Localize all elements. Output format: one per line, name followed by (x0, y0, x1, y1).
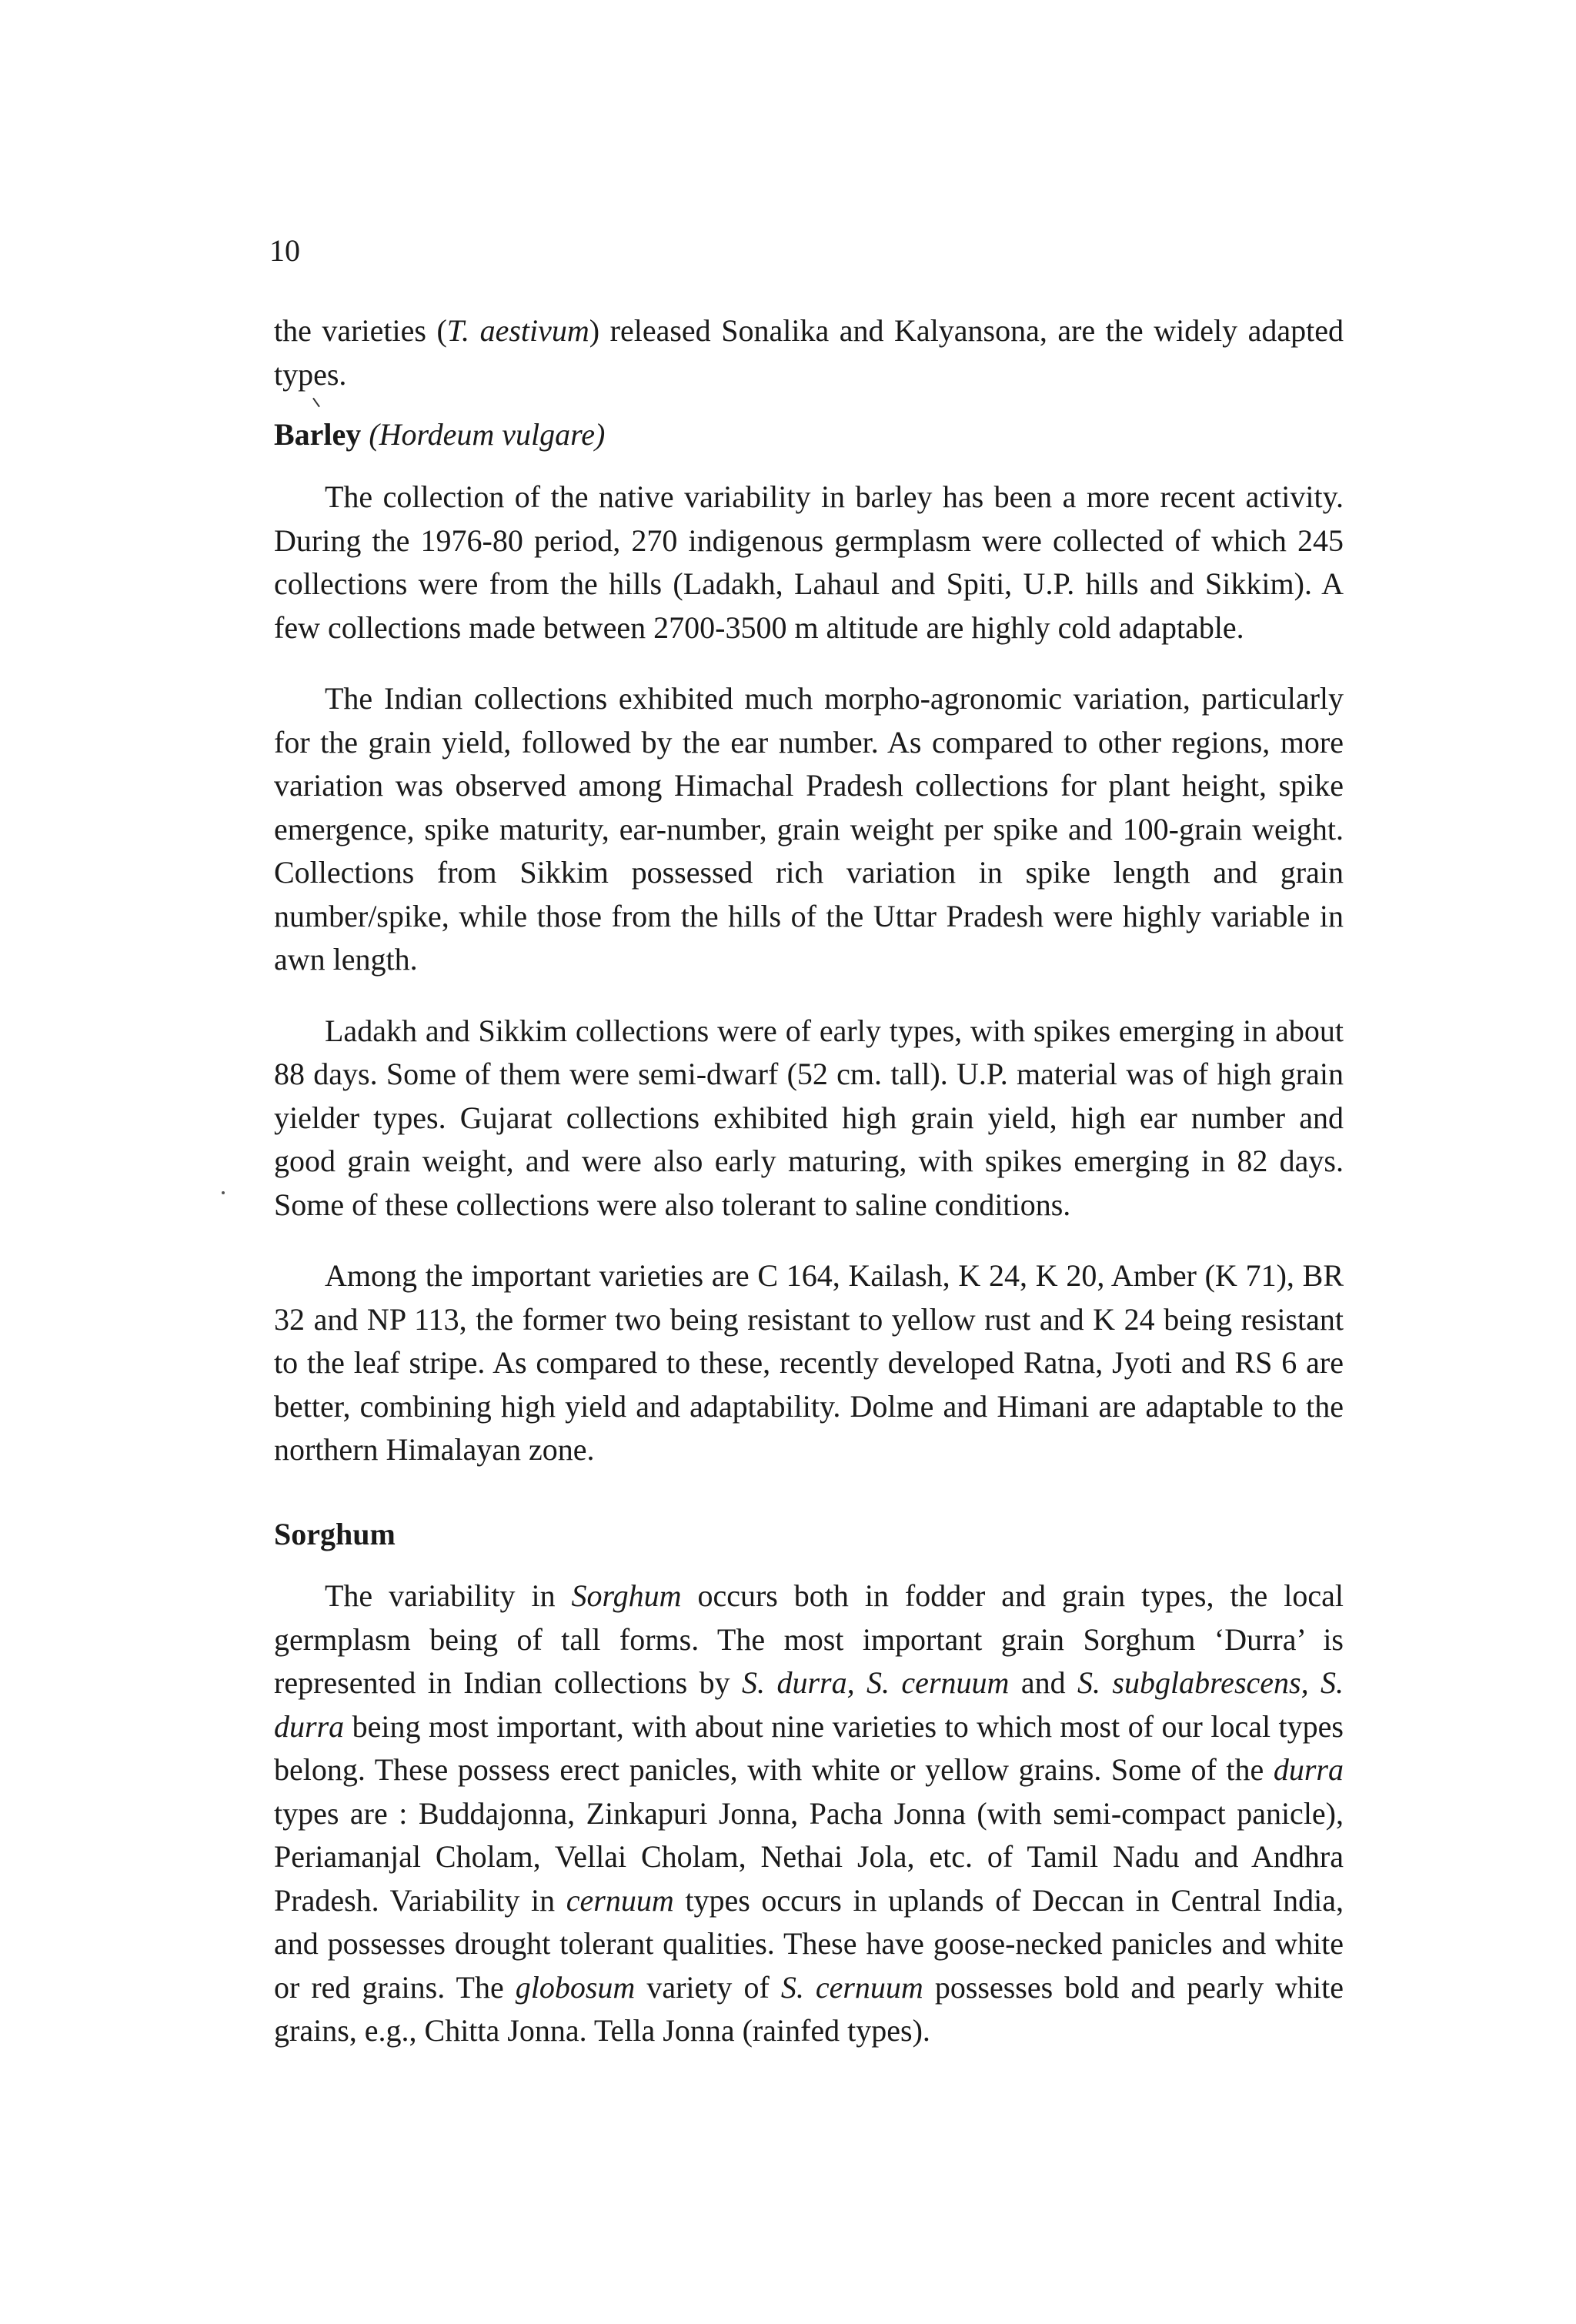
stray-mark (312, 398, 320, 408)
barley-paragraph-3: Ladakh and Sikkim collections were of early types, with spikes emerging in about 88 days. Some of them were semi-dwarf (52 cm. tall). U.P. material was of high grain yielder types. Gujarat collections exhibited high grain yield, high ear number and good grain weight, and were also early maturing, with spikes emerging in 82 days. Some of these collections were also tolerant to saline conditions. (274, 1013, 1344, 1222)
barley-section (274, 476, 1344, 1472)
section-heading-barley: Barley (Hordeum vulgare) (274, 417, 606, 452)
sorghum-section (274, 1574, 1344, 2053)
page-number: 10 (269, 233, 300, 268)
stray-dot (222, 1191, 225, 1194)
intro-paragraph: the varieties (T. aestivum) released Sonalika and Kalyansona, are the widely adapted types. (274, 313, 1344, 392)
barley-paragraph-4: Among the important varieties are C 164, Kailash, K 24, K 20, Amber (K 71), BR 32 and NP 113, the former two being resistant to yellow rust and K 24 being resistant to the leaf stripe. As compared to these, recently developed Ratna, Jyoti and RS 6 are better, combining high yield and adaptability. Dolme and Himani are adaptable to the northern Himalayan zone. (274, 1258, 1344, 1467)
intro-text (274, 309, 1344, 396)
section-heading-sorghum: Sorghum (274, 1517, 396, 1551)
sorghum-paragraph-1: The variability in Sorghum occurs both in fodder and grain types, the local germplasm being of tall forms. The most important grain Sorghum ‘Durra’ is represented in Indian collections by S. durra, S. cernuum and S. subglabrescens, S. durra being most important, with about nine varieties to which most of our local types belong. These possess erect panicles, with white or yellow grains. Some of the durra types are : Buddajonna, Zinkapuri Jonna, Pacha Jonna (with semi-compact panicle), Periamanjal Cholam, Vellai Cholam, Nethai Jola, etc. of Tamil Nadu and Andhra Pradesh. Variability in cernuum types occurs in uplands of Deccan in Central India, and possesses drought tolerant qualities. These have goose-necked panicles and white or red grains. The globosum variety of S. cernuum possesses bold and pearly white grains, e.g., Chitta Jonna. Tella Jonna (rainfed types). (274, 1578, 1344, 2048)
barley-paragraph-2: The Indian collections exhibited much morpho-agronomic variation, particularly for the grain yield, followed by the ear number. As compared to other regions, more variation was observed among Himachal Pradesh collections for plant height, spike emergence, spike maturity, ear-number, grain weight per spike and 100-grain weight. Collections from Sikkim possessed rich variation in spike length and grain number/spike, while those from the hills of the Uttar Pradesh were highly variable in awn length. (274, 681, 1344, 977)
barley-paragraph-1: The collection of the native variability in barley has been a more recent activity. During the 1976-80 period, 270 indigenous germplasm were collected of which 245 collections were from the hills (Ladakh, Lahaul and Spiti, U.P. hills and Sikkim). A few collections made between 2700-3500 m altitude are highly cold adaptable. (274, 479, 1344, 645)
